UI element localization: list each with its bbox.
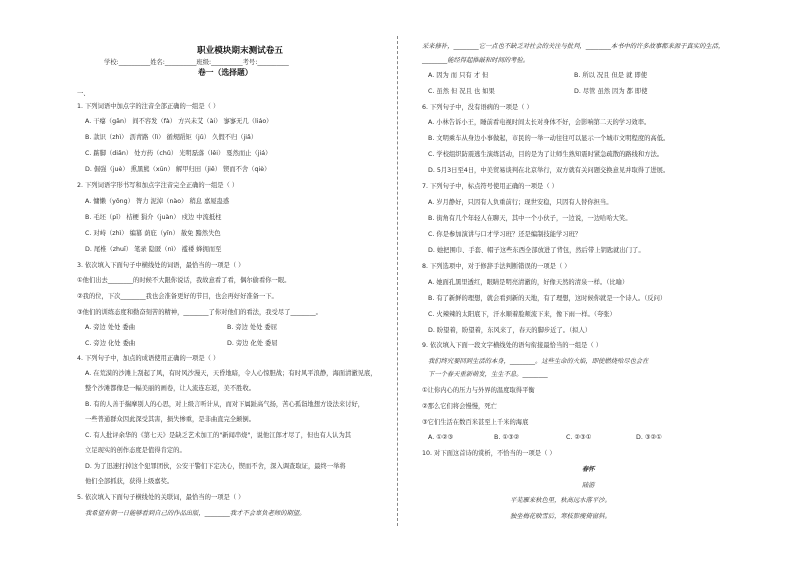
q3-sentence-2: ②我的位，下次________我也会准备更好的节目，也会再好好准备一下。 bbox=[77, 293, 278, 300]
q4-option-d-line1: D. 为了迅速打掉这个犯罪团伙，公安干警们下定决心，锲而不舍，深入调查取证，最终一举将 bbox=[85, 463, 346, 470]
column-divider bbox=[397, 36, 398, 526]
q8-option-b: B. 有了新鲜的理想，就会看到新的天地，有了理想，这时候你就是一个诗人。（反问） bbox=[428, 295, 667, 302]
q6-option-c: C. 学校组织防震逃生演练活动，目的是为了让师生熟知震时紧急疏散的路线和方法。 bbox=[428, 151, 664, 158]
q4-option-a-line1: A. 在荒漠的沙滩上刮起了风，有时风沙漫天，天昏地暗，令人心惊胆战；有时风平浪静，海面清澈见底， bbox=[85, 370, 377, 377]
q4-stem: 4. 下列句子中，加点的成语使用正确的一项是（ ） bbox=[77, 355, 220, 362]
q5-stem: 5. 依次填入下面句子横线处的关联词，最恰当的一项是（ ） bbox=[77, 494, 245, 501]
q2-option-d: D. 尾椎（zhuī） 笔录 隐匿（nì） 褴褛 蜂拥而至 bbox=[85, 246, 222, 253]
q9-option-d: D. ③②① bbox=[636, 434, 662, 441]
q1-stem: 1. 下列词语中加点字的注音全部正确的一组是（ ） bbox=[77, 103, 220, 110]
poem-title: 春怀 bbox=[582, 466, 595, 473]
q8-option-d: D. 盼望着，盼望着，东风来了，春天的脚步近了。（拟人） bbox=[428, 327, 592, 334]
q9-sentence-1: ①让你内心的压力与外界的温度取得平衡 bbox=[422, 387, 535, 394]
q3-option-b: B. 旁边 处处 委屈 bbox=[227, 324, 278, 331]
q1-option-c: C. 踮脚（diǎn） 处方药（chǔ） 光明磊落（lěi） 戛然而止（jiá） bbox=[85, 150, 272, 157]
q3-sentence-3: ③他们的训练态度和勤奋刻苦的精神，________了你对他们的看法，我受尽了________。 bbox=[77, 309, 322, 316]
q9-sentence-2: ②那么它们将会慢慢，死亡 bbox=[422, 403, 497, 410]
q2-option-c: C. 对峙（zhì） 编纂 荫庇（yīn） 赦免 黯然失色 bbox=[85, 230, 221, 237]
q9-sentence-3: ③它们生活在数百米甚至上千米的海底 bbox=[422, 419, 529, 426]
q6-option-a: A. 小林告诉小王，睡前看电视时间太长对身体不好，会影响第二天的学习效率。 bbox=[428, 119, 651, 126]
q2-stem: 2. 下列词语字形书写和加点字注音完全正确的一组是（ ） bbox=[77, 182, 239, 189]
q6-option-b: B. 文明乘车从身边小事做起，市民的一举一动往往可以显示一个城市文明程度的高低。 bbox=[428, 135, 670, 142]
q2-option-a: A. 慵懒（yōng） 膂力 泥淖（nào） 稍息 嘉厦蛊惑 bbox=[85, 198, 230, 205]
q7-option-b: B. 街角有几个年轻人在聊天，其中一个小伙子，一边说，一边哈哈大笑。 bbox=[428, 215, 632, 222]
q8-option-a: A. 她面孔黑里透红，眼睛是明亮清澈的，好像天然的清泉一样。（比喻） bbox=[428, 279, 629, 286]
poem-author: 陆游 bbox=[582, 482, 595, 489]
q7-stem: 7. 下列句子中，标点符号使用正确的一项是（ ） bbox=[422, 183, 558, 190]
q7-option-c: C. 你是参加演讲与口才学习班？还是编制技能学习班？ bbox=[428, 231, 582, 238]
q2-option-b: B. 毛坯（pī） 桔梗 狷介（juàn） 戍边 中流抵柱 bbox=[85, 214, 222, 221]
poem-line-2: 独坐梅花映雪后，寒枝影瘦倚窗斜。 bbox=[510, 513, 611, 520]
student-info-line: 学校:__________姓名:__________班级:__________考号:__________ bbox=[104, 59, 289, 66]
q9-option-c: C. ②③① bbox=[566, 434, 592, 441]
q4-option-a-line2: 整个沙滩都像是一幅美丽的画卷，让人流连忘返，美不胜收。 bbox=[85, 385, 256, 392]
q3-stem: 3. 依次填入下面句子中横线处的词语，最恰当的一项是（ ） bbox=[77, 262, 245, 269]
q9-option-b: B. ①③② bbox=[494, 434, 520, 441]
q9-passage-line2: 下一个春天重新萌发，生生不息。________ bbox=[428, 371, 548, 378]
q1-option-d: D. 倔强（juè） 熏黑熊（xūn） 解甲归田（jiě） 锲而不舍（qiè） bbox=[85, 166, 271, 173]
q1-option-a: A. 干瘪（gān） 间不容发（fà） 方兴未艾（ài） 寥寥无几（liáo） bbox=[85, 118, 273, 125]
q3-option-d: D. 旁边 化处 委屈 bbox=[227, 340, 278, 347]
q5-option-b: B. 所以 况且 但是 就 即使 bbox=[574, 72, 648, 79]
q1-option-b: B. 款识（zhì） 沥青路（lì） 循规蹈矩（jǔ） 久假不归（jiǎ） bbox=[85, 134, 258, 141]
q8-stem: 8. 下列选项中，对于修辞手法判断错误的一项是（ ） bbox=[422, 263, 571, 270]
q4-option-b-line1: B. 有的人善于揣摩别人的心思，对上级言听计从，而对下属趾高气扬，苦心孤诣地想方设法来讨好， bbox=[85, 401, 365, 408]
q3-option-a: A. 旁边 处处 委曲 bbox=[85, 324, 135, 331]
q7-option-a: A. 岁月静好，只因有人负重前行；现世安稳，只因有人替你担当。 bbox=[428, 199, 613, 206]
q8-option-c: C. 火辣辣的太阳底下，汗水顺着脸颊流下来，像下雨一样。（夸张） bbox=[428, 311, 616, 318]
q5-text: 我希望有朝一日能够看到自己的作品出版，________我才不会辜负老师的期望。 bbox=[85, 510, 306, 517]
q5-text-continued-1: 采来修补，________它一点也不缺乏对社会的关注与批判，________本书中的许多故事都来源于真实的生活， bbox=[422, 43, 725, 50]
q6-option-d: D. 5月3日至4日，中美贸易谈判在北京举行，双方就有关问题交换意见并取得了进展。 bbox=[428, 167, 670, 174]
q6-stem: 6. 下列句子中，没有语病的一项是（ ） bbox=[422, 104, 533, 111]
q5-option-a: A. 因为 而 只有 才 但 bbox=[428, 72, 489, 79]
q3-sentence-1: ①他们出去________的时候不大跟你说话，我故意看了看，偶尔偷看你一眼。 bbox=[77, 277, 291, 284]
q7-option-d: D. 她把围巾、手套、帽子这些东西全部放进了背包，然后带上钥匙就出门了。 bbox=[428, 247, 645, 254]
q5-text-continued-2: ________能经得起推敲和时间的考验。 bbox=[422, 57, 530, 64]
poem-line-1: 平芜雁来秋色里，秋高远水落平沙。 bbox=[510, 497, 611, 504]
q4-option-c-line2: 立足现实的创作态度是值得肯定的。 bbox=[85, 447, 186, 454]
exam-title: 职业模块期末测试卷五 bbox=[197, 46, 283, 56]
section-label: 一、 bbox=[77, 90, 90, 97]
q5-option-c: C. 虽然 但 况且 也 如果 bbox=[428, 88, 495, 95]
q4-option-b-line2: 一些普通群众因此深受其害，损失惨重，是非曲直完全颠倒。 bbox=[85, 416, 256, 423]
left-column bbox=[77, 0, 431, 562]
q4-option-c-line1: C. 有人批评余华的《第七天》是缺乏艺术加工的"新闻串烧"，说他江郎才尽了，但也有人认为其 bbox=[85, 432, 352, 439]
q4-option-d-line2: 他们全部抓获，获得上级嘉奖。 bbox=[85, 478, 174, 485]
part-title: 卷一（选择题） bbox=[198, 68, 253, 77]
q5-option-d: D. 尽管 虽然 因为 都 即使 bbox=[574, 88, 648, 95]
right-column bbox=[422, 0, 776, 562]
q9-option-a: A. ①②③ bbox=[428, 434, 454, 441]
q9-passage-line1: 我们终究要回到生活的本身，________。这些生命的火焰，即使燃烧殆尽也会在 bbox=[428, 358, 649, 365]
q3-option-c: C. 旁边 化处 委曲 bbox=[85, 340, 136, 347]
q10-stem: 10. 对下面这首诗的赏析，不恰当的一项是（ ） bbox=[422, 450, 556, 457]
q9-stem: 9. 依次填入下面一段文字横线处的语句衔接最恰当的一组是（ ） bbox=[422, 342, 603, 349]
